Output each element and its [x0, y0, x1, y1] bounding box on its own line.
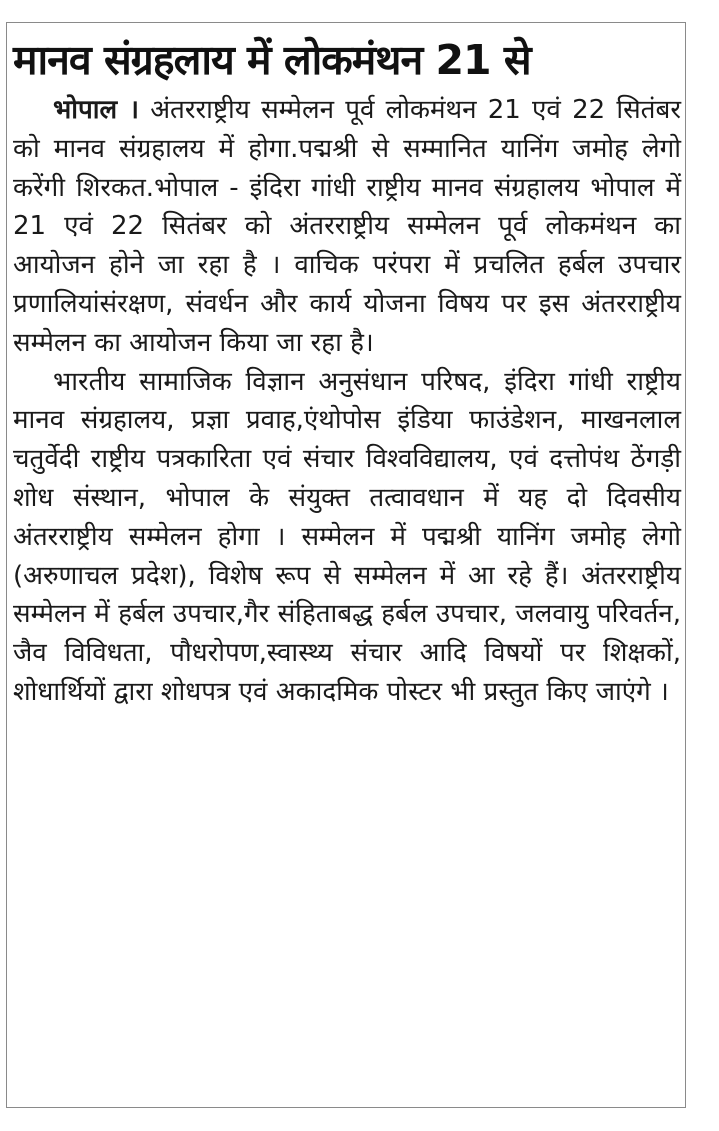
news-clipping [6, 22, 686, 1108]
paragraph-2 [13, 363, 681, 712]
paragraph-2-text: भारतीय सामाजिक विज्ञान अनुसंधान परिषद, इंदिरा गांधी राष्ट्रीय मानव संग्रहालय, प्रज्ञा प्रवाह,एंथोपोस इंडिया फाउंडेशन, माखनलाल चतुर्वेदी राष्ट्रीय पत्रकारिता एवं संचार विश्वविद्यालय, एवं दत्तोपंथ ठेंगड़ी शोध संस्थान, भोपाल के संयुक्त तत्वावधान में यह दो दिवसीय अंतरराष्ट्रीय सम्मेलन होगा । सम्मेलन में पद्मश्री यानिंग जमोह लेगो (अरुणाचल प्रदेश), विशेष रूप से सम्मेलन में आ रहे हैं। अंतरराष्ट्रीय सम्मेलन में हर्बल उपचार,गैर संहिताबद्ध हर्बल उपचार, जलवायु परिवर्तन, जैव विविधता, पौधरोपण,स्वास्थ्य संचार आदि विषयों पर शिक्षकों, शोधार्थियों द्वारा शोधपत्र एवं अकादमिक पोस्टर भी प्रस्तुत किए जाएंगे । [13, 366, 681, 707]
paragraph-1 [13, 91, 681, 363]
dateline: भोपाल । [53, 95, 139, 125]
article-body [7, 91, 685, 712]
paragraph-1-text: अंतरराष्ट्रीय सम्मेलन पूर्व लोकमंथन 21 एवं 22 सितंबर को मानव संग्रहालय में होगा.पद्मश्री से सम्मानित यानिंग जमोह लेगो करेंगी शिरकत.भोपाल - इंदिरा गांधी राष्ट्रीय मानव संग्रहालय भोपाल में 21 एवं 22 सितंबर को अंतरराष्ट्रीय सम्मेलन पूर्व लोकमंथन का आयोजन होने जा रहा है । वाचिक परंपरा में प्रचलित हर्बल उपचार प्रणालियांसंरक्षण, संवर्धन और कार्य योजना विषय पर इस अंतरराष्ट्रीय सम्मेलन का आयोजन किया जा रहा है। [13, 95, 681, 358]
headline: मानव संग्रहलाय में लोकमंथन 21 से [13, 36, 531, 84]
